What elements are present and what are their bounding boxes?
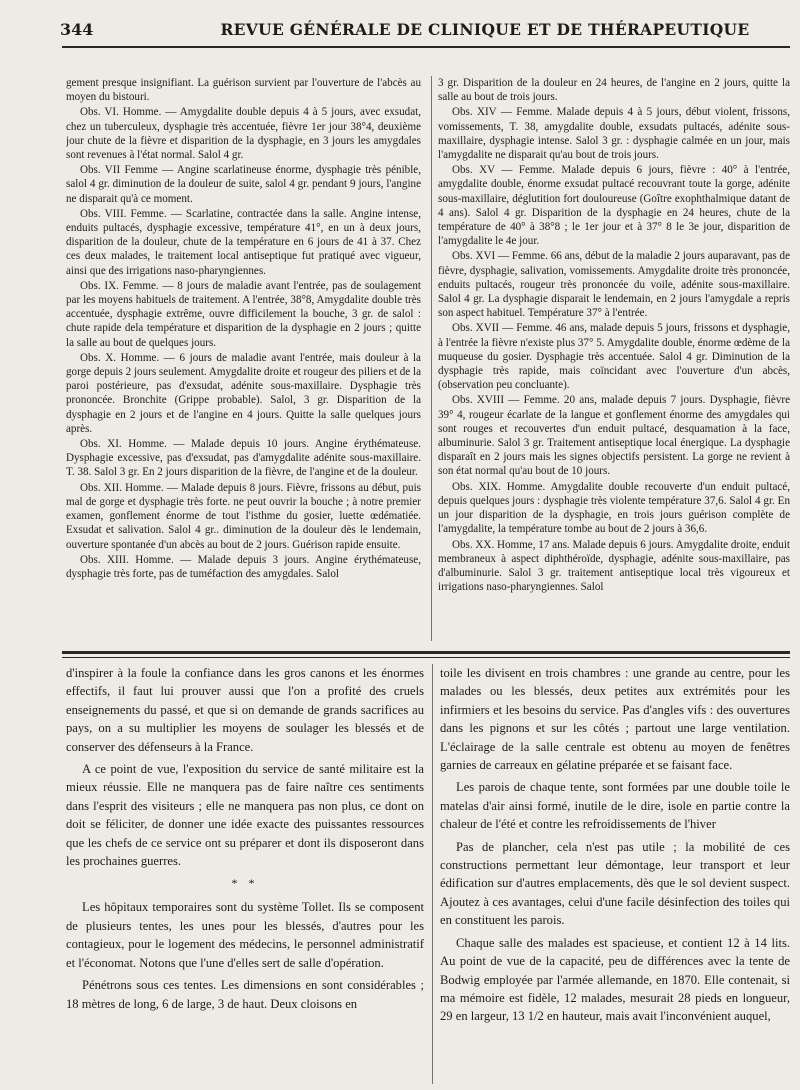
observation-7: Obs. VII Femme — Angine scarlatineuse énorme, dysphagie très pénible, salol 4 gr. diminution de la douleur de suite, salol 4 gr. pendant 9 jours, l'angine ne disparait qu'à ce moment. xyxy=(66,164,421,205)
page-header xyxy=(60,18,790,44)
paragraph: gement presque insignifiant. La guérison survient par l'ouverture de l'abcès au moyen du bistouri. xyxy=(66,77,421,104)
observation-18: Obs. XVIII — Femme. 20 ans, malade depuis 7 jours. Dysphagie, fièvre 39° 4, rougeur écarlate de la langue et gonflement énorme des amygdales qui sont rouges et recouvertes d'un enduit pultacé, desquamation à la face, albuminurie. Salol 3 gr. Traitement antiseptique local énergique. La dysphagie disparaît en 2 jours mais les signes objectifs persistent. La gorge ne revient à son état normal qu'au bout de 10 jours. xyxy=(438,394,790,478)
observation-9: Obs. IX. Femme. — 8 jours de maladie avant l'entrée, pas de soulagement par les moyens habituels de traitement. A l'entrée, 38°8, Amygdalite double très accentuée, dysphagie extrême, ouvre difficilement la bouche, 3 gr. de salol : chute rapide dela température et disparition de la dysphagie en 2 jours ; quitte la salle au bout de quelques jours. xyxy=(66,279,421,349)
observation-14: Obs. XIV — Femme. Malade depuis 4 à 5 jours, début violent, frissons, vomissements, T. 38, amygdalite double, exsudats pultacés, adénite sous-maxillaire, dysphagie intense. Salol 3 gr. : dysphagie calmée en un jour, mais l'amygdalite ne disparait qu'au bout de trois jours. xyxy=(438,106,790,162)
observation-11: Obs. XI. Homme. — Malade depuis 10 jours. Angine érythémateuse. Dysphagie excessive, pas d'exsudat, pas d'amygdalite adénite sous-maxillaire. T. 38. Salol 3 gr. En 2 jours disparition de la fièvre, de l'angine et de la douleur. xyxy=(66,438,421,479)
upper-right-column xyxy=(438,76,790,641)
header-rule xyxy=(62,46,790,48)
section-rule xyxy=(62,651,790,654)
paragraph: Pas de plancher, cela n'est pas utile ; la mobilité de ces constructions permettant leur démontage, leur transport et leur édification sur d'autres emplacements, dès que le sol devient suspect. Ajoutez à ces avantages, celui d'une facile désinfection des toiles qui en constituent les parois. xyxy=(440,839,790,928)
observation-8: Obs. VIII. Femme. — Scarlatine, contractée dans la salle. Angine intense, enduits pultacés, dysphagie excessive, température 41°, en un à deux jours, disparition de la douleur, chute de la température en 6 jours de 41 à 37. Chez ces deux malades, le traitement local antiseptique fut pratiqué avec vigueur, ainsi que des irrigations naso-pharyngiennes. xyxy=(66,207,421,277)
observation-12: Obs. XII. Homme. — Malade depuis 8 jours. Fièvre, frissons au début, puis mal de gorge et dysphagie très forte. ne peut ouvrir la bouche ; à notre premier examen, gonflement énorme de tout l'isthme du gosier, luette œdématiée. Exsudat et salivation. Salol 4 gr.. diminution de la douleur dès le lendemain, ouverture spontanée d'un abcès au bout de 2 jours. Guérison rapide ensuite. xyxy=(66,481,421,551)
column-divider xyxy=(431,76,432,641)
observation-13: Obs. XIII. Homme. — Malade depuis 3 jours. Angine érythémateuse, dysphagie très forte, pas de tuméfaction des amygdales. Salol xyxy=(66,553,421,580)
paragraph: d'inspirer à la foule la confiance dans les gros canons et les énormes effectifs, il faut lui prouver aussi que l'on a profité des cruels enseignements du passé, et que si on demande de grands sacrifices au pays, on a su multiplier les moyens de soulager les blessés et de conserver des défenseurs à la France. xyxy=(66,666,424,754)
section-asterism: * * xyxy=(231,876,259,891)
observation-17: Obs. XVII — Femme. 46 ans, malade depuis 5 jours, frissons et dysphagie, à l'entrée la fièvre n'existe plus 37° 5. Amygdalite double, énorme œdème de la muqueuse du gosier. Dysphagie très accentuée. Salol 4 gr. Diminution de la dysphagie très rapide, mais coïncidant avec l'ouverture d'un abcès, (observation peu concluante). xyxy=(438,322,790,392)
column-divider xyxy=(432,664,433,1084)
observation-15: Obs. XV — Femme. Malade depuis 6 jours, fièvre : 40° à l'entrée, amygdalite double, énorme exsudat pultacé recouvrant toute la gorge, adénite sous-maxillaire, déglutition fort douloureuse (Goître exophthalmique datant de 4 ans). Salol 4 gr. Disparition de la dysphagie en 24 heures, chute de la température de 40° à 38°8 ; le 1er jour et à 37° 8 le 3e jour, disparition de l'amygdalite le 4e jour. xyxy=(438,164,790,248)
paragraph: Les hôpitaux temporaires sont du système Tollet. Ils se composent de plusieurs tentes, les unes pour les blessés, d'autres pour les contagieux, pour le logement des médecins, le personnel administratif et l'économat. Notons que l'une d'elles sert de salle d'opération. xyxy=(66,900,424,970)
observation-16: Obs. XVI — Femme. 66 ans, début de la maladie 2 jours auparavant, pas de fièvre, dysphagie, salivation, vomissements. Amygdalite droite très prononcée, enduits pultacés, rougeur très prononcée du voile, adénite sous-maxillaire. Salol 4 gr. La dysphagie disparait le lendemain, en 2 jours l'amygdale a repris son aspect habituel. Température 37° à l'entrée. xyxy=(438,250,790,320)
paragraph: 3 gr. Disparition de la douleur en 24 heures, de l'angine en 2 jours, quitte la salle au bout de trois jours. xyxy=(438,77,790,104)
paragraph: Pénétrons sous ces tentes. Les dimensions en sont considérables ; 18 mètres de long, 6 de large, 3 de haut. Deux cloisons en xyxy=(66,978,424,1011)
upper-left-column xyxy=(66,76,421,641)
observation-10: Obs. X. Homme. — 6 jours de maladie avant l'entrée, mais douleur à la gorge depuis 2 jours seulement. Amygdalite droite et rougeur des piliers et de la paroi postérieure, pas d'exsudat, adénite sous-maxillaire. Dysphagie très prononcée. Bronchite (Grippe probable). Salol, 3 gr. Disparition de la dysphagie en 2 jours et de l'angine en 4 jours. Quitte la salle quelques jours après. xyxy=(66,351,421,435)
paragraph: Chaque salle des malades est spacieuse, et contient 12 à 14 lits. Au point de vue de la capacité, peu de différences avec la tente de Bodwig employée par l'armée allemande, en 1870. Elle contenait, si ma mémoire est fidèle, 12 malades, mesurait 28 pieds en longueur, 29 en largeur, 13 1/2 en hauteur, mais avait l'inconvénient auquel, xyxy=(440,935,790,1024)
paragraph: toile les divisent en trois chambres : une grande au centre, pour les malades ou les blessés, deux petites aux extrémités pour les infirmiers et les besoins du service. Pas d'angles vifs : des ouvertures dans les pignons et sur les côtés ; partout une large ventilation. L'éclairage de la salle centrale est obtenu au moyen de fenêtres garnies de carreaux en gélatine préparée et se faisant face. xyxy=(440,666,790,773)
observation-19: Obs. XIX. Homme. Amygdalite double recouverte d'un enduit pultacé, depuis quelques jours : dysphagie très violente température 37,6. Salol 4 gr. En un jour disparition de la dysphagie, en trois jours guérison complète de l'amygdalite, la température tombe au bout de 2 jours à 36,6. xyxy=(438,480,790,536)
lower-left-column xyxy=(66,664,424,1084)
paragraph: A ce point de vue, l'exposition du service de santé militaire est la mieux réussie. Elle ne manquera pas de faire naître ces sentiments dans l'esprit des visiteurs ; elle ne manquera pas non plus, ce dont on doit se féliciter, de donner une idée exacte des puissantes ressources que les chefs de ce service ont su préparer et dont ils disposeront dans les prochaines guerres. xyxy=(66,762,424,869)
running-title: REVUE GÉNÉRALE DE CLINIQUE ET DE THÉRAPEUTIQUE xyxy=(220,20,750,39)
lower-right-column xyxy=(440,664,790,1084)
paragraph: Les parois de chaque tente, sont formées par une double toile le matelas d'air ainsi formé, inutile de le dire, isole en partie contre la chaleur de l'été et contre les refroidissements de l'hiver xyxy=(440,780,790,832)
page-number: 344 xyxy=(60,20,94,39)
section-rule-thin xyxy=(62,657,790,658)
observation-6: Obs. VI. Homme. — Amygdalite double depuis 4 à 5 jours, avec exsudat, chez un tuberculeux, dysphagie très accentuée, fièvre 1er jour 38°4, deuxième jour chute de la fièvre et disparition de la dysphagie, en 3 jours les amygdales sont revenues à l'état normal. Salol 4 gr. xyxy=(66,106,421,162)
observation-20: Obs. XX. Homme, 17 ans. Malade depuis 6 jours. Amygdalite droite, enduit membraneux à aspect diphthéroïde, dysphagie, adénite sous-maxillaire, pas d'albuminurie. Salol 3 gr. traitement antiseptique local très vigoureux et irrigations naso-pharyngiennes. Salol xyxy=(438,538,790,594)
